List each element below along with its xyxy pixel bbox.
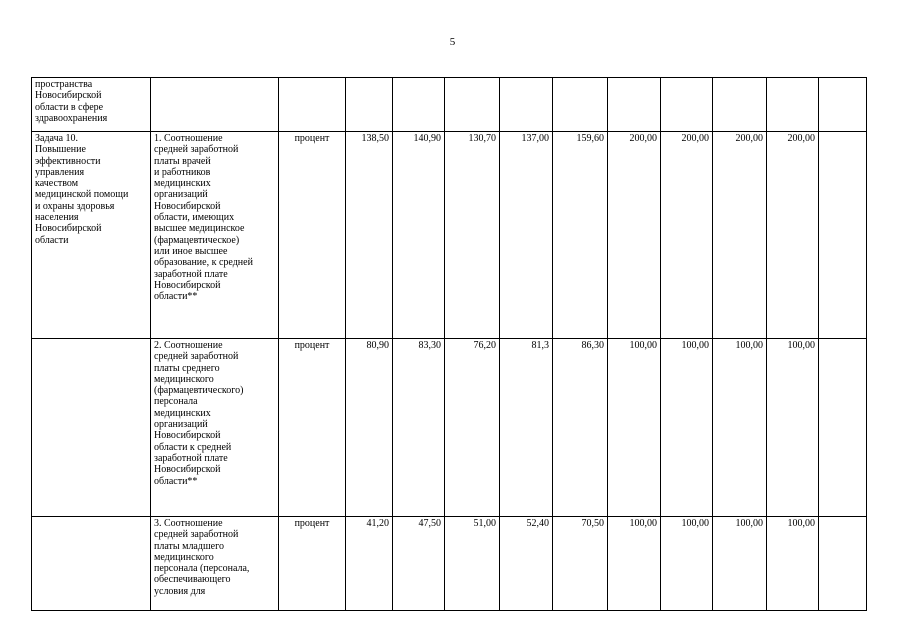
indicator-cell-line: (фармацевтическое) [154,234,240,246]
value-cell: 200,00 [608,132,661,339]
task-cell [32,132,151,339]
unit-cell [279,78,346,132]
task-cell-line: Повышение [35,144,86,156]
value-cell [500,78,553,132]
value-cell: 140,90 [393,132,445,339]
page-number: 5 [449,36,456,48]
task-cell-line: медицинской помощи [35,189,129,201]
task-cell-line: Новосибирской [35,90,102,102]
value-cell: 100,00 [608,517,661,611]
task-cell-line: пространства [35,79,93,90]
task-cell [32,78,151,132]
task-cell-line: населения [35,212,79,224]
indicator-cell-line: 3. Соотношение [154,518,223,529]
indicator-cell-line: области, имеющих [154,212,235,224]
value-cell: 137,00 [500,132,553,339]
indicator-cell-line: (фармацевтического) [154,385,244,397]
table-row [32,78,867,132]
indicator-cell-line: организаций [154,419,208,431]
value-cell [445,78,500,132]
indicator-cell-line: обеспечивающего [154,574,231,586]
indicator-cell-line: и работников [154,166,211,178]
value-cell [819,132,867,339]
indicator-cell-line: средней заработной [154,351,239,363]
task-cell-line: области в сфере [35,101,104,113]
indicator-cell-line: или иное высшее [154,245,228,257]
value-cell: 83,30 [393,339,445,517]
task-cell-line: качеством [35,178,79,190]
indicator-cell-line: медицинского [154,373,214,385]
value-cell: 100,00 [767,339,819,517]
value-cell: 52,40 [500,517,553,611]
value-cell [346,78,393,132]
value-cell: 100,00 [661,517,713,611]
indicator-cell-line: заработной плате [154,268,228,280]
task-cell-line: области [35,234,69,246]
value-cell: 70,50 [553,517,608,611]
indicator-cell [151,339,279,517]
task-cell [32,339,151,517]
value-cell: 138,50 [346,132,393,339]
indicator-cell-line: области** [154,291,198,303]
value-cell: 47,50 [393,517,445,611]
task-cell-line: управления [35,166,85,178]
value-cell: 159,60 [553,132,608,339]
indicator-cell-line: условия для [154,585,206,597]
value-cell: 100,00 [713,517,767,611]
value-cell: 86,30 [553,339,608,517]
value-cell [608,78,661,132]
indicator-cell-line: области к средней [154,441,232,453]
value-cell [393,78,445,132]
task-cell-line: эффективности [35,155,101,167]
value-cell: 100,00 [661,339,713,517]
indicator-cell-line: Новосибирской [154,200,221,212]
value-cell: 100,00 [713,339,767,517]
value-cell [661,78,713,132]
value-cell: 200,00 [713,132,767,339]
indicator-cell-line: заработной плате [154,452,228,464]
indicator-cell-line: платы врачей [154,155,211,167]
value-cell: 81,3 [500,339,553,517]
value-cell: 100,00 [767,517,819,611]
indicator-cell [151,78,279,132]
value-cell: 200,00 [661,132,713,339]
task-cell-line: Задача 10. [35,133,79,144]
unit-cell: процент [279,517,346,611]
value-cell [713,78,767,132]
indicator-cell-line: персонала [154,396,198,408]
indicator-cell-line: высшее медицинское [154,223,245,235]
value-cell [819,517,867,611]
indicator-cell-line: Новосибирской [154,430,221,442]
indicator-cell-line: медицинских [154,407,211,419]
indicator-cell [151,132,279,339]
indicator-cell-line: Новосибирской [154,279,221,291]
indicator-cell-line: области** [154,475,198,487]
value-cell [819,78,867,132]
task-cell-line: Новосибирской [35,223,102,235]
indicator-cell-line: организаций [154,189,208,201]
indicators-table [31,77,867,611]
indicator-cell-line: 2. Соотношение [154,340,223,351]
indicator-cell-line: медицинских [154,178,211,190]
indicator-cell-line: медицинского [154,551,214,563]
value-cell: 51,00 [445,517,500,611]
indicator-cell-line: образование, к средней [154,257,253,269]
indicator-cell-line: 1. Соотношение [154,133,223,144]
value-cell: 80,90 [346,339,393,517]
task-cell-line: и охраны здоровья [35,200,115,212]
value-cell: 130,70 [445,132,500,339]
indicator-cell-line: Новосибирской [154,464,221,476]
indicator-cell-line: платы младшего [154,540,224,552]
value-cell: 100,00 [608,339,661,517]
value-cell: 41,20 [346,517,393,611]
indicator-cell [151,517,279,611]
task-cell-line: здравоохранения [35,112,108,124]
value-cell [553,78,608,132]
unit-cell: процент [279,339,346,517]
value-cell [819,339,867,517]
table-row [32,339,867,517]
value-cell: 200,00 [767,132,819,339]
table-row [32,132,867,339]
task-cell [32,517,151,611]
value-cell [767,78,819,132]
value-cell: 76,20 [445,339,500,517]
indicator-cell-line: средней заработной [154,144,239,156]
indicator-cell-line: персонала (персонала, [154,563,250,575]
table-row [32,517,867,611]
unit-cell: процент [279,132,346,339]
indicator-cell-line: платы среднего [154,362,220,374]
indicator-cell-line: средней заработной [154,529,239,541]
